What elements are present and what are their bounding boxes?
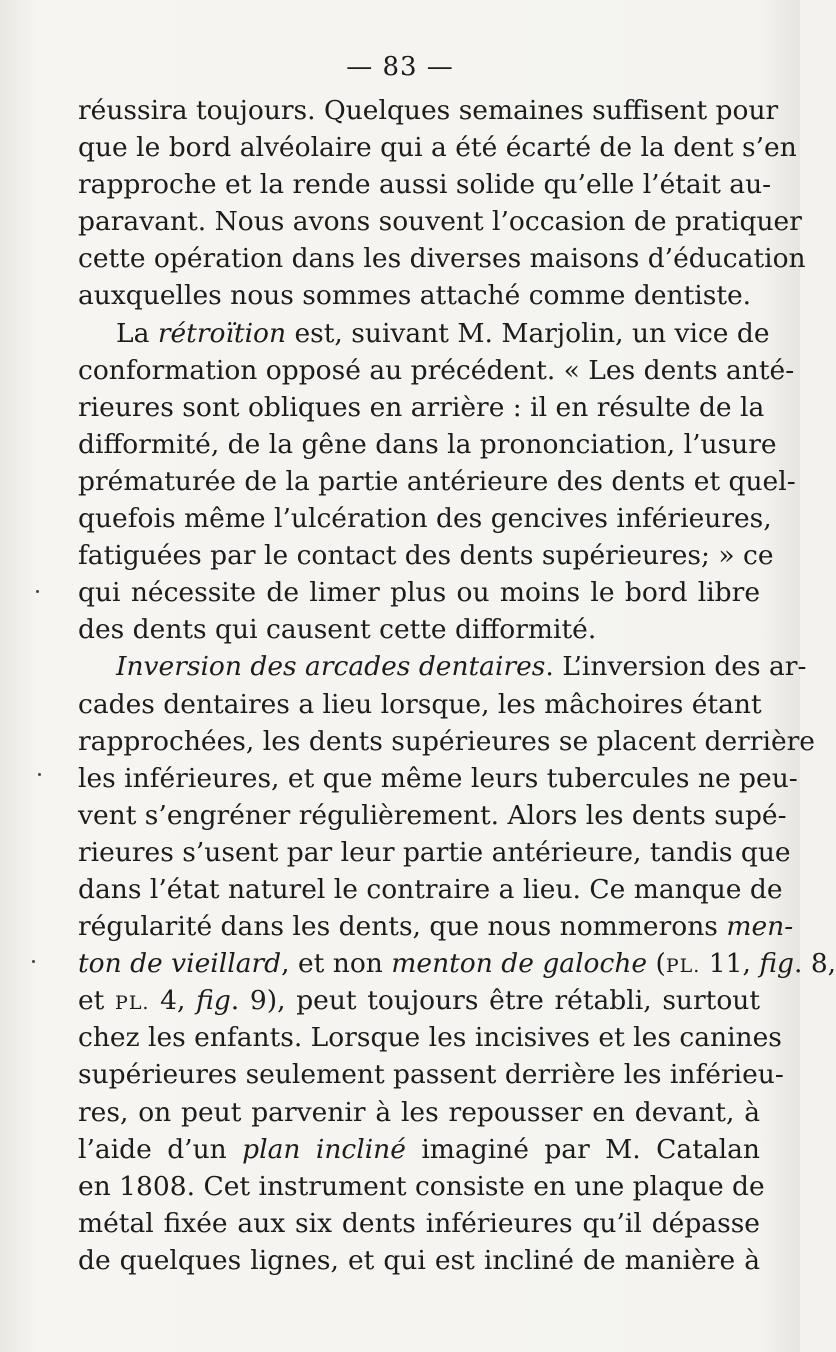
italic-text: Inversion des arcades dentaires xyxy=(116,651,546,683)
text-line xyxy=(78,1242,760,1279)
text-line xyxy=(78,611,760,648)
text-line xyxy=(78,871,783,908)
text-line xyxy=(78,982,760,1019)
small-caps-text: PL. xyxy=(115,992,150,1015)
text-line xyxy=(78,1131,760,1168)
italic-text: menton de galoche xyxy=(391,948,648,980)
text-run: que le bord alvéolaire qui a été écarté de la dent s’en xyxy=(78,132,797,164)
text-run: fatiguées par le contact des dents supérieures; » ce xyxy=(78,540,774,572)
text-run: est, suivant M. Marjolin, un vice de xyxy=(286,317,770,349)
italic-text: ton de vieillard xyxy=(78,948,282,980)
text-run: res, on peut parvenir à les repousser en devant, à xyxy=(78,1096,760,1128)
text-line xyxy=(78,686,760,723)
text-line xyxy=(78,1056,784,1093)
text-line xyxy=(78,389,765,426)
text-run: chez les enfants. Lorsque les incisives et les canines xyxy=(78,1022,782,1054)
text-line xyxy=(78,908,794,945)
text-line xyxy=(78,945,836,982)
text-line xyxy=(78,723,815,760)
text-run: La xyxy=(116,317,158,349)
text-run: auxquelles nous sommes attaché comme dentiste. xyxy=(78,280,752,312)
text-line xyxy=(78,834,791,871)
italic-text: fig xyxy=(759,948,794,980)
text-run: rapprochées, les dents supérieures se placent derrière xyxy=(78,725,815,757)
text-run: prématurée de la partie antérieure des dents et quel- xyxy=(78,465,796,497)
page-number: — 83 — xyxy=(346,52,454,82)
text-run: régularité dans les dents, que nous nommerons xyxy=(78,911,727,943)
text-line xyxy=(78,315,770,352)
small-caps-text: PL. xyxy=(665,955,701,978)
margin-speck xyxy=(36,590,39,593)
text-run: quefois même l’ulcération des gencives inférieures, xyxy=(78,503,772,535)
margin-speck xyxy=(32,960,35,963)
text-line xyxy=(78,1168,765,1205)
text-line xyxy=(78,129,797,166)
text-run: paravant. Nous avons souvent l’occasion de pratiquer xyxy=(78,206,802,238)
text-run: . 9), peut toujours être rétabli, surtout xyxy=(230,985,760,1017)
text-run: conformation opposé au précédent. « Les dents anté- xyxy=(78,354,795,386)
text-run: vent s’engréner régulièrement. Alors les dents supé- xyxy=(78,799,787,831)
text-run: en 1808. Cet instrument consiste en une plaque de xyxy=(78,1170,765,1202)
text-line xyxy=(78,1019,782,1056)
text-line xyxy=(78,648,807,685)
text-run: dans l’état naturel le contraire a lieu. Ce manque de xyxy=(78,873,783,905)
text-run: imaginé par M. Catalan xyxy=(405,1133,760,1165)
text-line xyxy=(78,166,772,203)
text-line xyxy=(78,463,796,500)
text-run: qui nécessite de limer plus ou moins le bord libre xyxy=(78,577,760,609)
italic-text: rétroïtion xyxy=(157,317,287,349)
text-line xyxy=(78,574,760,611)
text-run: . L’inversion des ar- xyxy=(545,651,807,683)
text-line xyxy=(78,426,777,463)
text-line xyxy=(78,240,806,277)
text-run: difformité, de la gêne dans la prononciation, l’usure xyxy=(78,428,777,460)
text-line xyxy=(78,797,787,834)
italic-text: plan incliné xyxy=(242,1133,406,1165)
text-run: rieures sont obliques en arrière : il en résulte de la xyxy=(78,391,765,423)
text-line xyxy=(78,1205,760,1242)
text-run: cades dentaires a lieu lorsque, les mâchoires étant xyxy=(78,688,762,720)
text-line xyxy=(78,500,772,537)
text-run: des dents qui causent cette difformité. xyxy=(78,614,597,646)
text-run: cette opération dans les diverses maisons d’éducation xyxy=(78,243,806,275)
text-run: . 8, xyxy=(793,948,836,980)
text-line xyxy=(78,352,795,389)
text-run: et xyxy=(78,985,116,1017)
text-run: rapproche et la rende aussi solide qu’elle l’était au- xyxy=(78,169,772,201)
text-run: les inférieures, et que même leurs tubercules ne peu- xyxy=(78,762,798,794)
text-run: , et non xyxy=(281,948,392,980)
text-run: de quelques lignes, et qui est incliné de manière à xyxy=(78,1244,760,1276)
italic-text: fig xyxy=(196,985,231,1017)
text-run: 4, xyxy=(149,985,197,1017)
text-run: supérieures seulement passent derrière les inférieu- xyxy=(78,1059,784,1091)
text-run: l’aide d’un xyxy=(78,1133,243,1165)
text-line xyxy=(78,1094,760,1131)
text-run: métal fixée aux six dents inférieures qu’il dépasse xyxy=(78,1207,760,1239)
body-text xyxy=(78,92,836,1279)
text-line xyxy=(78,203,802,240)
text-run: rieures s’usent par leur partie antérieure, tandis que xyxy=(78,836,791,868)
italic-text: men- xyxy=(726,911,794,943)
text-line xyxy=(78,537,774,574)
text-run: 11, xyxy=(700,948,760,980)
text-line xyxy=(78,277,760,314)
margin-speck xyxy=(38,773,41,776)
text-line xyxy=(78,760,798,797)
text-run: ( xyxy=(647,948,666,980)
text-line xyxy=(78,92,779,129)
text-run: réussira toujours. Quelques semaines suffisent pour xyxy=(78,95,779,126)
